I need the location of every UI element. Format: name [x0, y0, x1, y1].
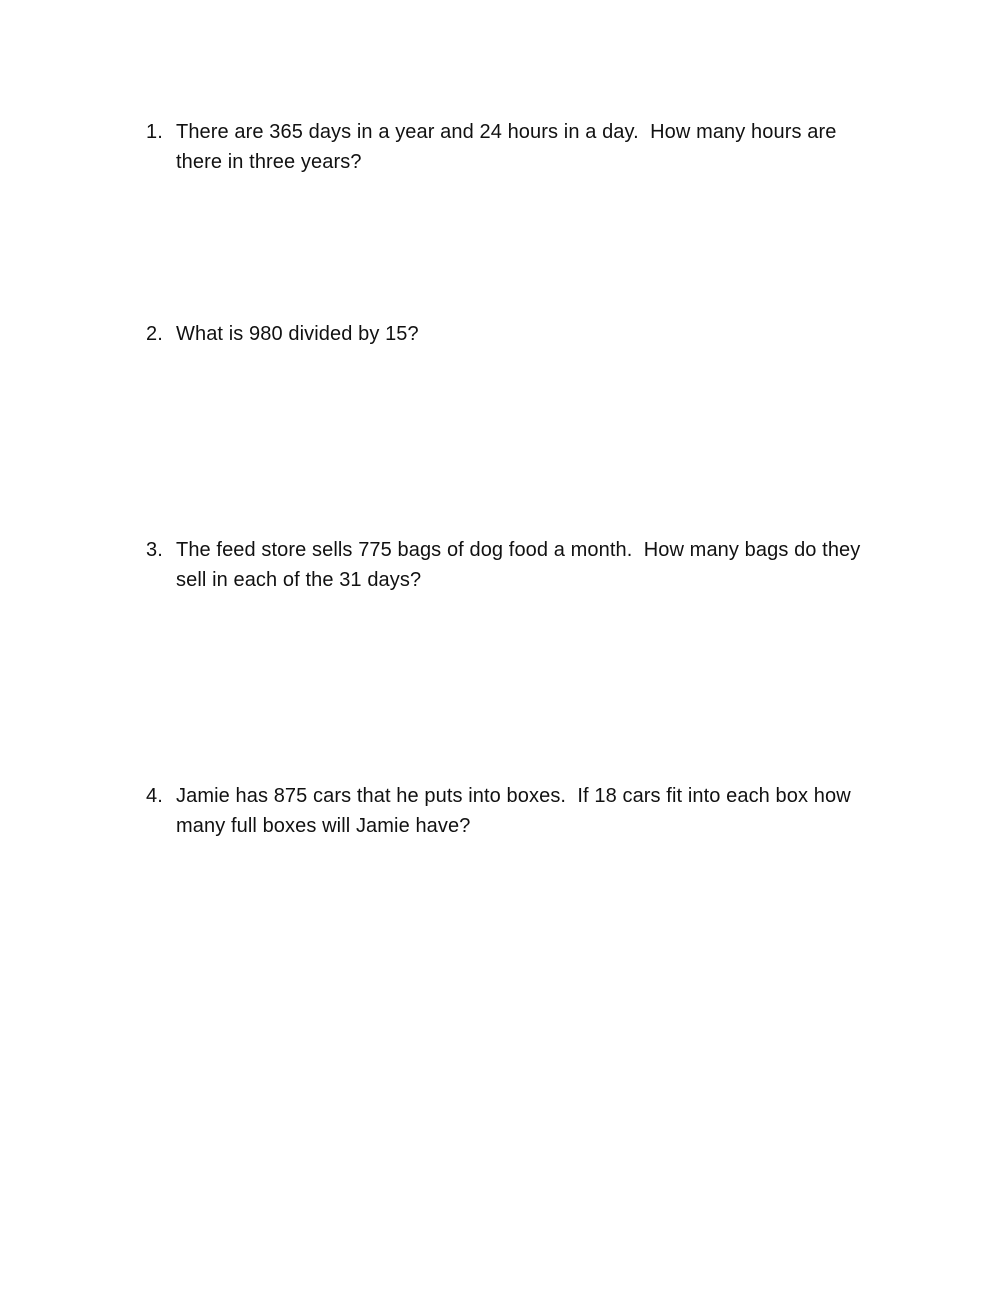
- question-number: 3.: [146, 539, 163, 561]
- question-number: 1.: [146, 121, 163, 143]
- question-item: [146, 117, 886, 177]
- question-text: Jamie has 875 cars that he puts into boxes. If 18 cars fit into each box how many full boxes will Jamie have?: [176, 785, 857, 837]
- question-text: What is 980 divided by 15?: [176, 323, 419, 345]
- question-text: The feed store sells 775 bags of dog food a month. How many bags do they sell in each of the 31 days?: [176, 539, 867, 591]
- question-number: 4.: [146, 785, 163, 807]
- question-item: [146, 781, 886, 841]
- question-number: 2.: [146, 323, 163, 345]
- question-text: There are 365 days in a year and 24 hours in a day. How many hours are there in three years?: [176, 121, 843, 173]
- question-item: [146, 535, 886, 595]
- question-item: [146, 319, 886, 349]
